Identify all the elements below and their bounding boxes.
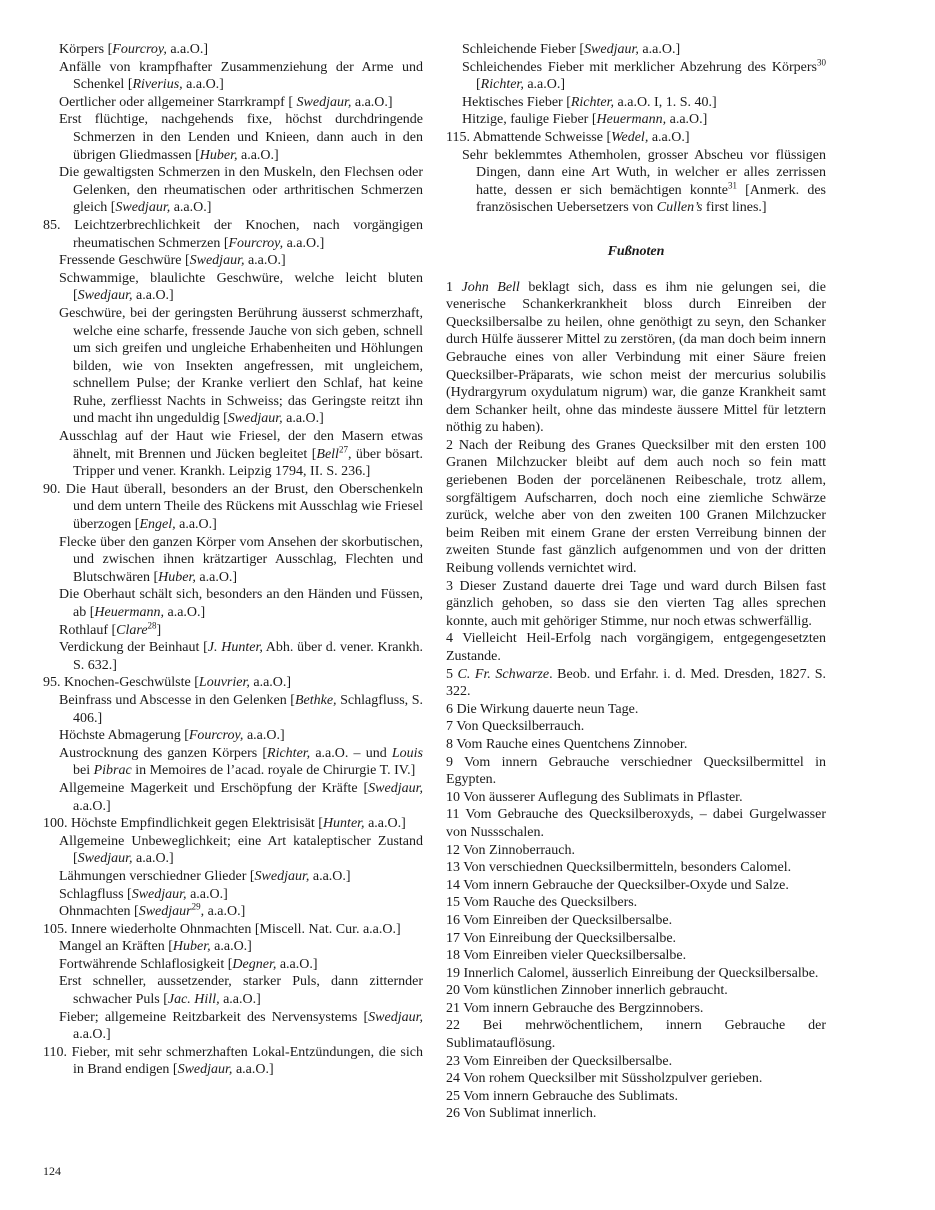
symptom-entry: Schleichende Fieber [Swedjaur, a.a.O.] (462, 42, 681, 57)
page-number: 124 (43, 1164, 61, 1178)
symptom-entry: 90. Die Haut überall, besonders an der Brust, den Oberschenkeln und dem untern Theile des Rückens mit Ausschlag wie Friesel überzogen [Engel, a.a.O.] (43, 481, 423, 533)
symptom-entry: Schwammige, blaulichte Geschwüre, welche leicht bluten [Swedjaur, a.a.O.] (59, 270, 423, 304)
symptom-entry: Oertlicher oder allgemeiner Starrkrampf [ Swedjaur, a.a.O.] (59, 94, 393, 110)
footnote: 24 Von rohem Quecksilber mit Süssholzpulver gerieben. (446, 1071, 763, 1087)
footnote: 3 Dieser Zustand dauerte drei Tage und ward durch Bilsen fast gänzlich gehoben, so dass sie den vierten Tag alles sprechen konnte, auch mit gehöriger Stimme, nur noch etwas schwerfällig. (446, 578, 826, 629)
symptom-entry: Erst schneller, aussetzender, starker Puls, dann zitternder schwacher Puls [Jac. Hill, a.a.O.] (59, 974, 423, 1008)
symptom-entry: Mangel an Kräften [Huber, a.a.O.] (59, 939, 252, 955)
symptom-entry: Fressende Geschwüre [Swedjaur, a.a.O.] (59, 253, 286, 269)
symptom-entry: Höchste Abmagerung [Fourcroy, a.a.O.] (59, 728, 285, 744)
footnote: 20 Vom künstlichen Zinnober innerlich gebraucht. (446, 983, 728, 999)
symptom-entry: 95. Knochen-Geschwülste [Louvrier, a.a.O.] (43, 675, 292, 691)
symptom-entry: Verdickung der Beinhaut [J. Hunter, Abh. über d. vener. Krankh. S. 632.] (59, 640, 423, 673)
symptom-entry: 105. Innere wiederholte Ohnmachten [Miscell. Nat. Cur. a.a.O.] (43, 921, 401, 937)
left-column (43, 41, 423, 1079)
footnote: 8 Vom Rauche eines Quentchens Zinnober. (446, 736, 688, 752)
symptom-entry: Geschwüre, bei der geringsten Berührung äusserst schmerzhaft, welche eine scharfe, fressende Jauche von sich geben, schnell um sich greifen und ungleiche Erhabenheiten und Höhlungen bilden, wie von Insekten angefressen, mit ungleichem, schnellem Pulse; der Kranke verliert den Schlaf, hat keine Ruhe, zerfliesst Nachts in Schweiss; das Geringste reitzt ihn und macht ihn ungeduldig [Swedjaur, a.a.O.] (59, 305, 423, 427)
footnote: 2 Nach der Reibung des Granes Quecksilber mit den ersten 100 Granen Milchzucker bleibt auf dem auch noch so fein matt geriebenen Boden der porcelänenen Reibeschale, trotz allem, sorgfältigem Aufscharren, doch noch eine ziemliche Schwärze zurück, welche aber von den zweiten 100 Granen Milchzucker beim Reiben mit einem Grane der ersten Verreibung binnen der zweiten Stunde fast gänzlich aufgenommen und von der dritten Reibung vollends vernichtet wird. (446, 437, 826, 577)
footnote: 7 Von Quecksilberrauch. (446, 719, 585, 735)
footnote: 13 Von verschiednen Quecksilbermitteln, besonders Calomel. (446, 860, 792, 876)
footnotes-heading: Fußnoten (607, 243, 665, 259)
symptom-entry: Rothlauf [Clare$^{28}$] (59, 619, 162, 638)
footnotes-list (446, 279, 826, 1124)
symptom-entry: Sehr beklemmtes Athemholen, grosser Abscheu vor flüssigen Dingen, dann eine Art Wuth, in welcher er alles zerrissen hatte, dessen er sich bemächtigen konnte$^{31}$ [Anmerk. des französischen Uebersetzers von Cullen’s first lines.] (462, 147, 826, 216)
symptom-entry: 100. Höchste Empfindlichkeit gegen Elektrisisät [Hunter, a.a.O.] (43, 816, 406, 832)
footnote: 16 Vom Einreiben der Quecksilbersalbe. (446, 912, 673, 928)
symptom-entry: Allgemeine Unbeweglichkeit; eine Art kataleptischer Zustand [Swedjaur, a.a.O.] (59, 833, 423, 867)
symptom-entry: Erst flüchtige, nachgehends fixe, höchst durchdringende Schmerzen in den Lenden und Knieen, dann auch in den übrigen Gliedmassen [Huber, a.a.O.] (59, 112, 423, 163)
symptom-entry: Lähmungen verschiedner Glieder [Swedjaur, a.a.O.] (59, 868, 351, 884)
footnote: 15 Vom Rauche des Quecksilbers. (446, 895, 638, 911)
symptom-entry: Austrocknung des ganzen Körpers [Richter, a.a.O. – und Louis bei Pibrac in Memoires de l’acad. royale de Chirurgie T. IV.] (59, 745, 423, 779)
symptom-entry: Anfälle von krampfhafter Zusammenziehung der Arme und Schenkel [Riverius, a.a.O.] (59, 59, 423, 93)
symptom-entry: Hektisches Fieber [Richter, a.a.O. I, 1. S. 40.] (462, 94, 717, 110)
symptom-entry: Schleichendes Fieber mit merklicher Abzehrung des Körpers$^{30}$ [Richter, a.a.O.] (462, 56, 826, 93)
symptom-entry: Fortwährende Schlaflosigkeit [Degner, a.a.O.] (59, 956, 318, 972)
footnote: 12 Von Zinnoberrauch. (446, 842, 575, 858)
symptom-entry: Ausschlag auf der Haut wie Friesel, der den Masern etwas ähnelt, mit Brennen und Jücken begleitet [Bell$^{27}$, über bösart. Tripper und vener. Krankh. Leipzig 1794, II. S. 236.] (59, 429, 423, 480)
footnote: 9 Vom innern Gebrauche verschiedner Quecksilbermittel in Egypten. (446, 754, 826, 788)
footnote: 4 Vielleicht Heil-Erfolg nach vorgängigem, entgegengesetzten Zustande. (446, 631, 826, 664)
symptom-entry: Flecke über den ganzen Körper vom Ansehen der skorbutischen, und zwischen ihnen krätzartiger Ausschlag, Flechten und Blutschwären [Huber, a.a.O.] (59, 534, 423, 585)
footnote: 1 John Bell beklagt sich, dass es ihm nie gelungen sei, die venerische Schankerkrankheit bloss durch Einreiben der Quecksilbersalbe zu heilen, ohne genöthigt zu seyn, den Schanker durch Hülfe äusserer Mittel zu zerstören, (da man doch beim innern Gebrauche eines von aller Verbindung mit einer Säure freien Quecksilber-Präparats, wie schon meist der mercurius solubilis (Hydrargyrum oxydulatum nigrum) war, die ganze Krankheit samt dem Schanker heilt, ohne das mindeste äussere Mittel für letztern nöthig zu haben). (446, 279, 826, 436)
symptom-entry: Körpers [Fourcroy, a.a.O.] (59, 42, 209, 57)
symptom-entry: Die gewaltigsten Schmerzen in den Muskeln, den Flechsen oder Gelenken, den rheumatischen oder arthritischen Schmerzen gleich [Swedjaur, a.a.O.] (59, 165, 423, 216)
footnote: 19 Innerlich Calomel, äusserlich Einreibung der Quecksilbersalbe. (446, 965, 819, 981)
symptom-entry: Ohnmachten [Swedjaur$^{29}$, a.a.O.] (59, 901, 246, 920)
footnote: 25 Vom innern Gebrauche des Sublimats. (446, 1088, 679, 1104)
symptom-entry: 115. Abmattende Schweisse [Wedel, a.a.O.] (446, 129, 690, 145)
symptom-entry: Allgemeine Magerkeit und Erschöpfung der Kräfte [Swedjaur, a.a.O.] (59, 780, 423, 814)
footnote: 17 Von Einreibung der Quecksilbersalbe. (446, 930, 677, 946)
symptom-entry: Fieber; allgemeine Reitzbarkeit des Nervensystems [Swedjaur, a.a.O.] (59, 1009, 423, 1043)
symptom-entry: 85. Leichtzerbrechlichkeit der Knochen, nach vorgängigen rheumatischen Schmerzen [Fourcroy, a.a.O.] (43, 217, 423, 251)
footnote: 14 Vom innern Gebrauche der Quecksilber-Oxyde und Salze. (446, 877, 789, 893)
footnote: 6 Die Wirkung dauerte neun Tage. (446, 701, 639, 717)
symptom-entry: 110. Fieber, mit sehr schmerzhaften Lokal-Entzündungen, die sich in Brand endigen [Swedjaur, a.a.O.] (43, 1044, 423, 1078)
footnote: 22 Bei mehrwöchentlichem, innern Gebrauche der Sublimatauflösung. (446, 1018, 826, 1052)
right-column-entries (446, 41, 826, 217)
right-column (446, 41, 826, 1123)
symptom-entry: Schlagfluss [Swedjaur, a.a.O.] (59, 886, 228, 902)
footnote: 26 Von Sublimat innerlich. (446, 1106, 597, 1122)
footnote: 5 C. Fr. Schwarze. Beob. und Erfahr. i. d. Med. Dresden, 1827. S. 322. (446, 666, 826, 700)
footnote: 18 Vom Einreiben vieler Quecksilbersalbe. (446, 948, 687, 964)
footnote: 11 Vom Gebrauche des Quecksilberoxyds, – dabei Gurgelwasser von Nussschalen. (446, 807, 826, 840)
footnote: 10 Von äusserer Auflegung des Sublimats in Pflaster. (446, 789, 743, 805)
symptom-entry: Hitzige, faulige Fieber [Heuermann, a.a.O.] (462, 112, 708, 128)
symptom-entry: Die Oberhaut schält sich, besonders an den Händen und Füssen, ab [Heuermann, a.a.O.] (59, 587, 423, 620)
symptom-entry: Beinfrass und Abscesse in den Gelenken [Bethke, Schlagfluss, S. 406.] (59, 692, 423, 726)
footnote: 23 Vom Einreiben der Quecksilbersalbe. (446, 1053, 673, 1069)
footnote: 21 Vom innern Gebrauche des Bergzinnobers. (446, 1000, 704, 1016)
